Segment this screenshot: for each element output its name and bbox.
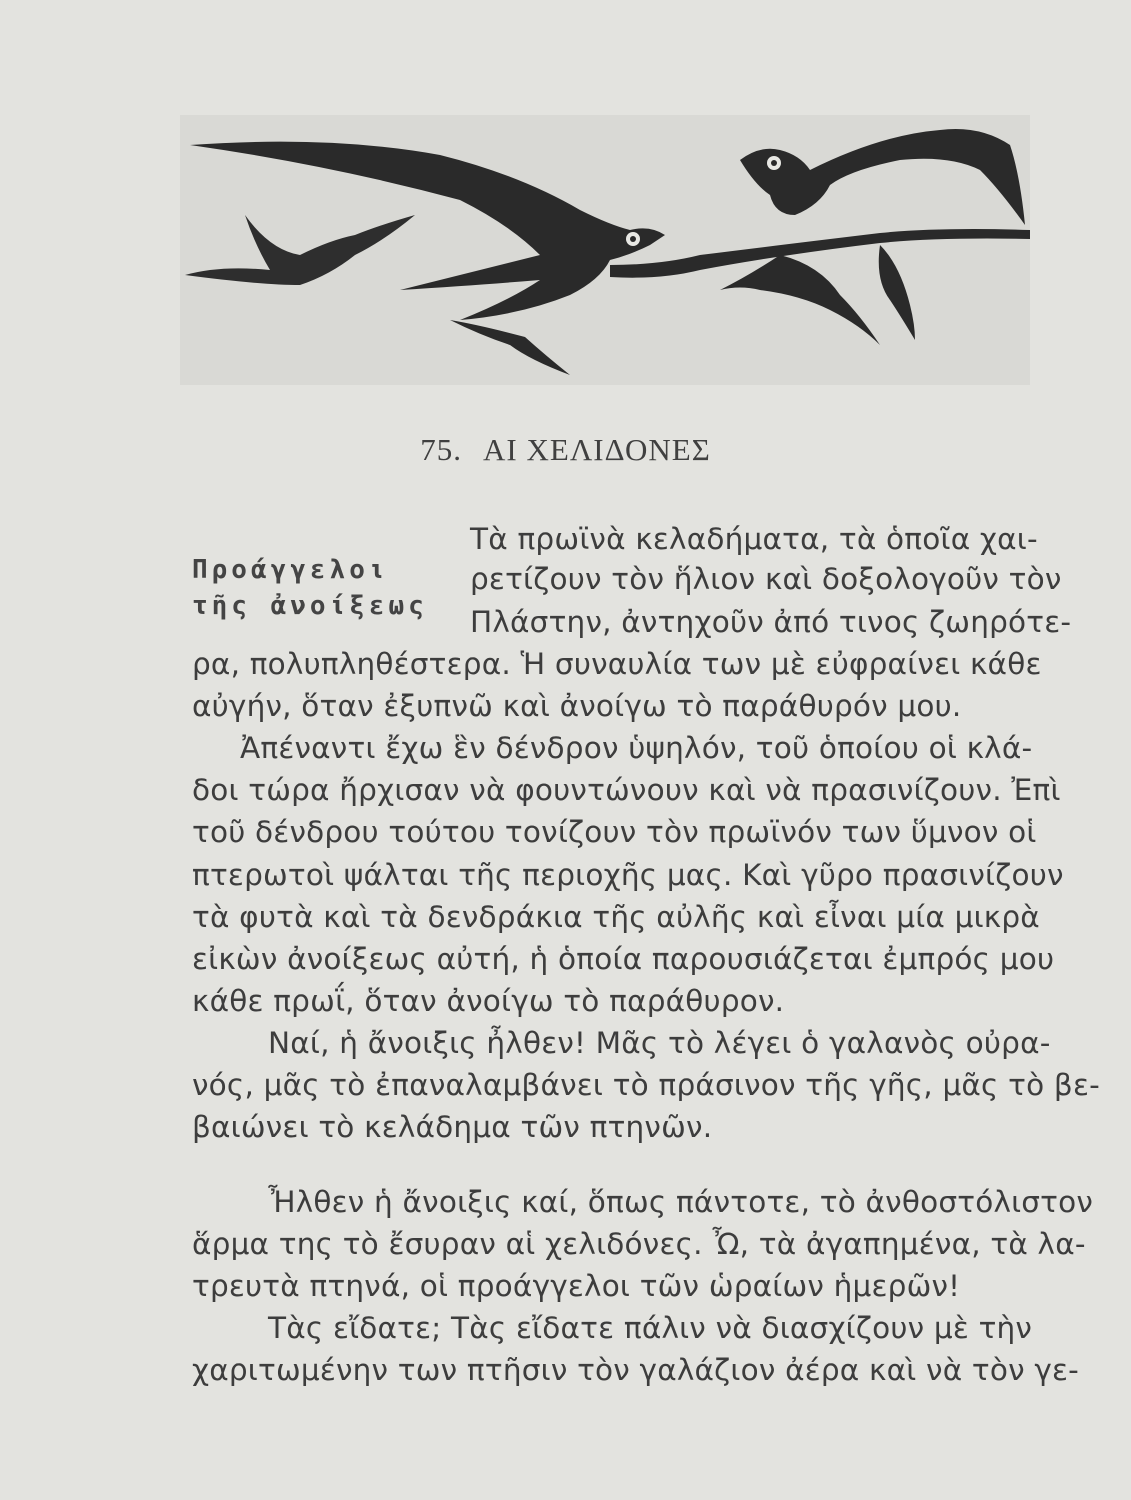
text-line: χαριτωμένην των πτῆσιν τὸν γαλάζιον ἀέρα καὶ νὰ τὸν γε- <box>192 1353 1080 1387</box>
text-line: νός, μᾶς τὸ ἐπαναλαμβάνει τὸ πράσινον τῆς γῆς, μᾶς τὸ βε- <box>192 1068 1100 1102</box>
margin-note <box>192 552 462 624</box>
margin-note-line: τῆς ἀνοίξεως <box>192 591 428 621</box>
text-line: τὰ φυτὰ καὶ τὰ δενδράκια τῆς αὐλῆς καὶ εἶναι μία μικρὰ <box>192 900 1040 934</box>
text-line: ρετίζουν τὸν ἥλιον καὶ δοξολογοῦν τὸν <box>470 562 1062 596</box>
text-line: Ναί, ἡ ἄνοιξις ἦλθεν! Μᾶς τὸ λέγει ὁ γαλανὸς οὐρα- <box>268 1026 1051 1060</box>
text-line: πτερωτοὶ ψάλται τῆς περιοχῆς μας. Καὶ γῦρο πρασινίζουν <box>192 858 1064 892</box>
text-line: Τὰ πρωϊνὰ κελαδήματα, τὰ ὁποῖα χαι- <box>470 522 1038 556</box>
text-line: ρα, πολυπληθέστερα. Ἡ συναυλία των μὲ εὐφραίνει κάθε <box>192 647 1042 681</box>
chapter-title: ΑΙ ΧΕΛΙΔΟΝΕΣ <box>483 432 711 467</box>
text-line: κάθε πρωΐ, ὅταν ἀνοίγω τὸ παράθυρον. <box>192 984 785 1018</box>
chapter-heading <box>0 432 1131 468</box>
text-line: εἰκὼν ἀνοίξεως αὐτή, ἡ ὁποία παρουσιάζεται ἐμπρός μου <box>192 942 1055 976</box>
text-line: αὐγήν, ὅταν ἐξυπνῶ καὶ ἀνοίγω τὸ παράθυρόν μου. <box>192 689 962 723</box>
margin-note-line: Πρoάγγελοι <box>192 555 389 585</box>
text-line: Ἦλθεν ἡ ἄνοιξις καί, ὅπως πάντοτε, τὸ ἀνθοστόλιστον <box>268 1185 1094 1219</box>
chapter-number: 75. <box>420 432 462 467</box>
text-line: Τὰς εἴδατε; Τὰς εἴδατε πάλιν νὰ διασχίζουν μὲ τὴν <box>268 1311 1033 1345</box>
text-line: βαιώνει τὸ κελάδημα τῶν πτηνῶν. <box>192 1110 713 1144</box>
swallows-illustration <box>180 115 1030 385</box>
text-line: τρευτὰ πτηνά, οἱ προάγγελοι τῶν ὡραίων ἡμερῶν! <box>192 1269 961 1303</box>
text-line: τοῦ δένδρου τούτου τονίζουν τὸν πρωϊνόν των ὕμνον οἱ <box>192 815 1037 849</box>
text-line: δοι τώρα ἤρχισαν νὰ φουντώνουν καὶ νὰ πρασινίζουν. Ἐπὶ <box>192 773 1061 807</box>
text-line: Ἀπέναντι ἔχω ἓν δένδρον ὑψηλόν, τοῦ ὁποίου οἱ κλά- <box>240 731 1033 765</box>
text-line: Πλάστην, ἀντηχοῦν ἀπό τινος ζωηρότε- <box>470 605 1072 639</box>
text-line: ἅρμα της τὸ ἔσυραν αἱ χελιδόνες. Ὦ, τὰ ἀγαπημένα, τὰ λα- <box>192 1227 1086 1261</box>
